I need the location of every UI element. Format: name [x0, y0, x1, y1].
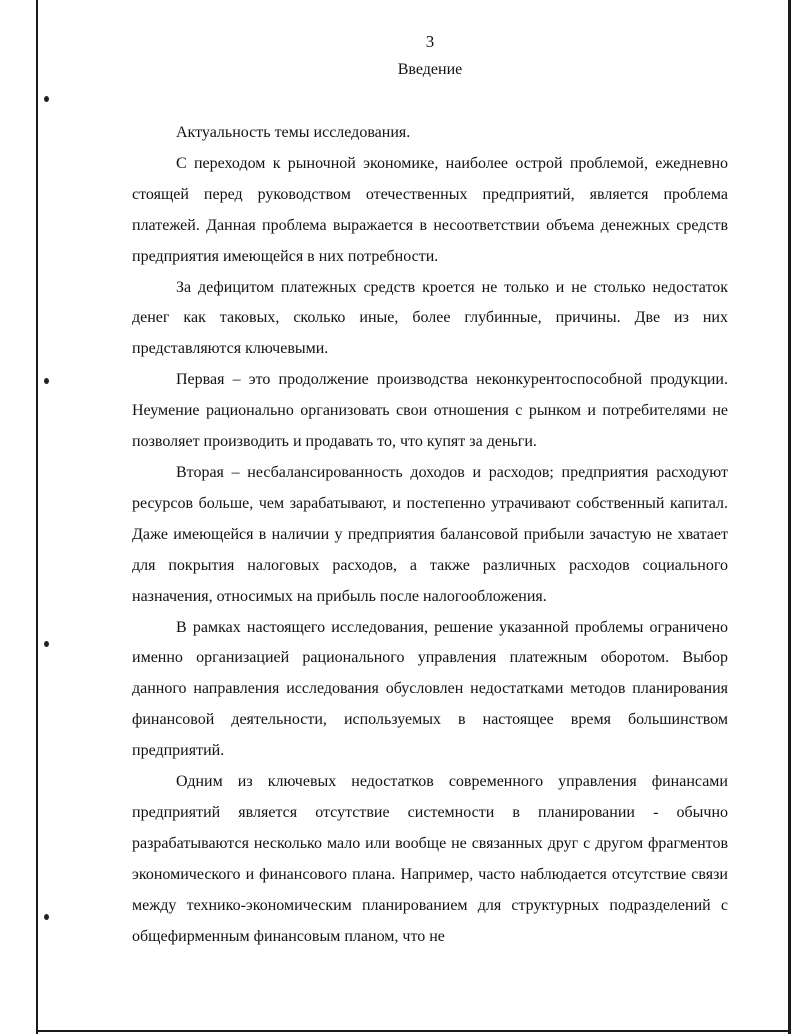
binder-hole-mark: [44, 641, 49, 647]
paragraph-research-scope: В рамках настоящего исследования, решение указанной проблемы ограничено именно организацией рационального управления платежным оборотом. Выбор данного направления исследования обусловлен недостатками методов планирования финансовой деятельности, используемых в настоящее время большинством предприятий.: [132, 618, 728, 760]
paragraph-payments-problem: С переходом к рыночной экономике, наиболее острой проблемой, ежедневно стоящей перед руководством отечественных предприятий, является проблема платежей. Данная проблема выражается в несоответствии объема денежных средств предприятия имеющейся в них потребности.: [132, 154, 728, 265]
page-frame-left: [36, 0, 38, 1034]
paragraph-planning-shortcomings: Одним из ключевых недостатков современного управления финансами предприятий является отсутствие системности в планировании - обычно разрабатываются несколько мало или вообще не связанных друг с другом фрагментов экономического и финансового плана. Например, часто наблюдается отсутствие связи между технико-экономическим планированием для структурных подразделений с общефирменным финансовым планом, что не: [132, 773, 728, 945]
binder-hole-mark: [44, 96, 49, 102]
page-frame-right: [788, 0, 791, 1034]
body-text: [132, 118, 728, 952]
binder-hole-mark: [44, 378, 49, 384]
page-number: 3: [425, 32, 435, 51]
paragraph-first-cause: Первая – это продолжение производства неконкурентоспособной продукции. Неумение рационально организовать свои отношения с рынком и потребителями не позволяет производить и продавать то, что купят за деньги.: [132, 371, 728, 451]
paragraph-topic-relevance: Актуальность темы исследования.: [176, 124, 411, 141]
paragraph-deficit-causes: За дефицитом платежных средств кроется не только и не столько недостаток денег как таковых, сколько иные, более глубинные, причины. Две из них представляются ключевыми.: [132, 278, 728, 358]
paragraph-second-cause: Вторая – несбалансированность доходов и расходов; предприятия расходуют ресурсов больше, чем зарабатывают, и постепенно утрачивают собственный капитал. Даже имеющейся в наличии у предприятия балансовой прибыли зачастую не хватает для покрытия налоговых расходов, а также различных расходов социального назначения, относимых на прибыль после налогообложения.: [132, 463, 728, 605]
page-frame-bottom: [36, 1030, 791, 1032]
binder-hole-mark: [44, 914, 49, 920]
section-heading: Введение: [397, 61, 463, 78]
